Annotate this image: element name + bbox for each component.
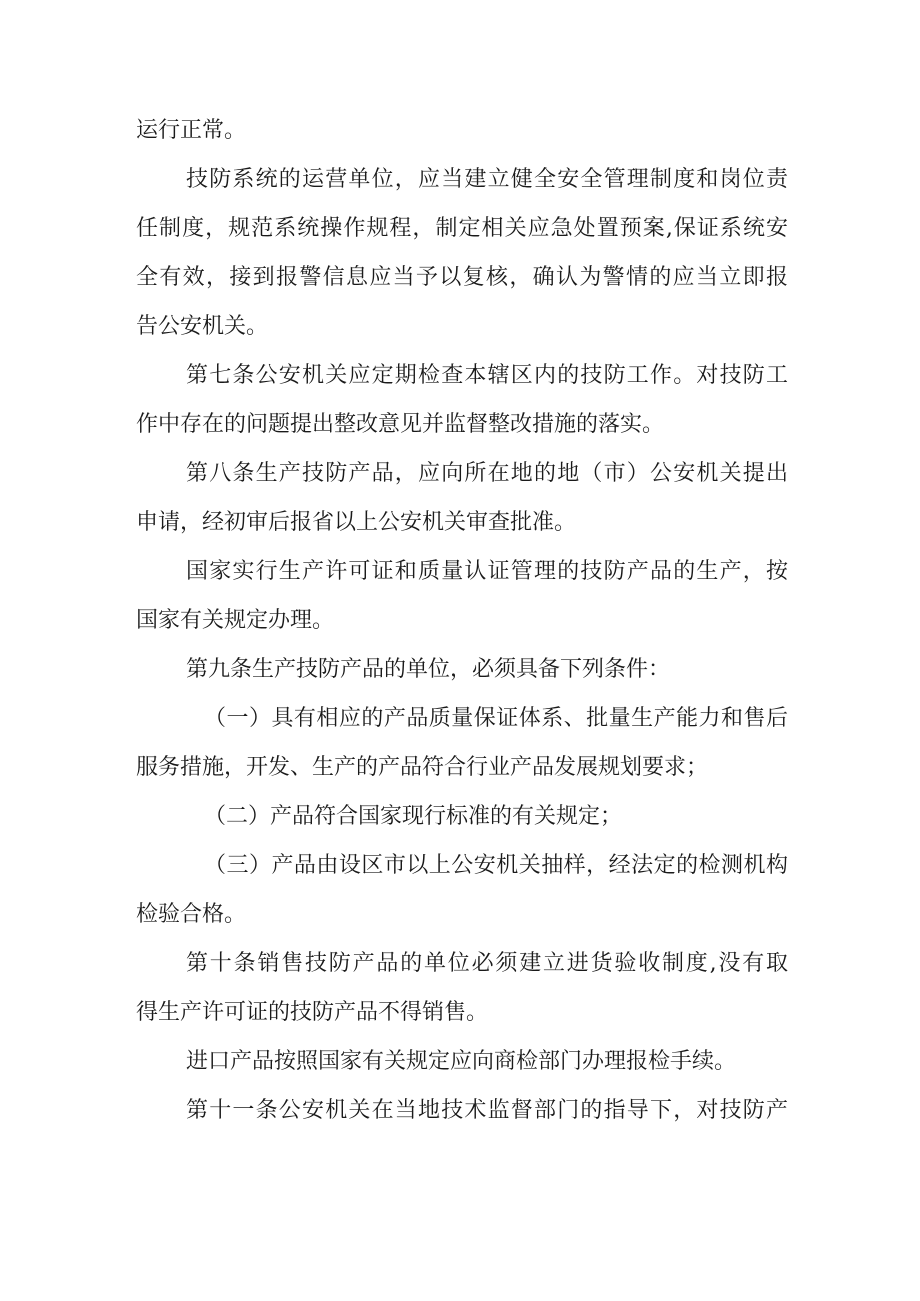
text-line: 进口产品按照国家有关规定应向商检部门办理报检手续。 xyxy=(186,1049,737,1074)
text-line: 技防系统的运营单位，应当建立健全安全管理制度和岗位责 xyxy=(186,167,788,192)
text-line: 全有效，接到报警信息应当予以复核，确认为警情的应当立即报 xyxy=(136,265,788,290)
text-line: 国家有关规定办理。 xyxy=(136,608,335,633)
text-line: （一）具有相应的产品质量保证体系、批量生产能力和售后 xyxy=(204,706,788,731)
text-line: 得生产许可证的技防产品不得销售。 xyxy=(136,1000,489,1025)
text-line: 第七条公安机关应定期检查本辖区内的技防工作。对技防工 xyxy=(186,363,788,388)
text-line: 运行正常。 xyxy=(136,118,247,143)
text-line: 任制度，规范系统操作规程，制定相关应急处置预案,保证系统安 xyxy=(136,216,788,241)
text-line: 第八条生产技防产品，应向所在地的地（市）公安机关提出 xyxy=(186,461,788,486)
text-line: 国家实行生产许可证和质量认证管理的技防产品的生产，按 xyxy=(186,559,788,584)
text-line: 检验合格。 xyxy=(136,902,247,927)
text-line: 告公安机关。 xyxy=(136,314,269,339)
text-line: 申请，经初审后报省以上公安机关审查批准。 xyxy=(136,510,577,535)
text-line: 服务措施，开发、生产的产品符合行业产品发展规划要求； xyxy=(136,755,709,780)
text-line: （二）产品符合国家现行标准的有关规定； xyxy=(204,804,623,829)
text-line: 第十条销售技防产品的单位必须建立进货验收制度,没有取 xyxy=(186,951,788,976)
text-line: 作中存在的问题提出整改意见并监督整改措施的落实。 xyxy=(136,412,665,437)
text-line: （三）产品由设区市以上公安机关抽样，经法定的检测机构 xyxy=(204,853,788,878)
text-line: 第九条生产技防产品的单位，必须具备下列条件： xyxy=(186,657,671,682)
text-line: 第十一条公安机关在当地技术监督部门的指导下，对技防产 xyxy=(186,1098,788,1123)
